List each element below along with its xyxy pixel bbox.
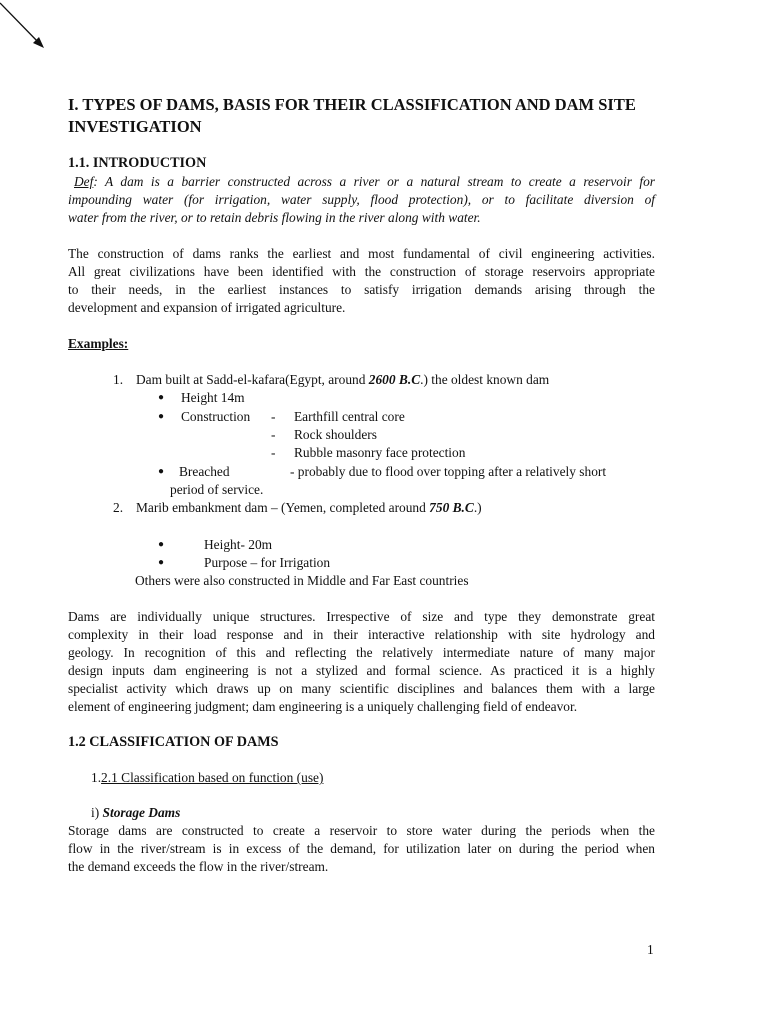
example-1-breached-text: - probably due to flood over topping after a relatively short (290, 464, 607, 479)
example-1-number: 1. (113, 372, 124, 387)
dash: - (271, 409, 276, 424)
intro-heading: 1.1. INTRODUCTION (68, 155, 207, 171)
storage-line-2: flow in the river/stream is in excess of the demand, for utilization later on during the period when (68, 841, 655, 856)
example-1-text: Dam built at Sadd-el-kafara(Egypt, around 2600 B.C.) the oldest known dam (136, 372, 550, 387)
example-2-text: Marib embankment dam – (Yemen, completed around 750 B.C.) (136, 500, 482, 515)
construction-part: Earthfill central core (294, 409, 405, 424)
definition-line-3: water from the river, or to retain debris flowing in the river along with water. (68, 210, 481, 225)
dams-para-line-4: design inputs dam engineering is not a stylized and formal science. As practiced it is a highly (68, 663, 655, 678)
example-2-height: Height- 20m (204, 537, 273, 552)
construction-part: Rubble masonry face protection (294, 445, 466, 460)
bullet-icon: ● (158, 392, 165, 403)
storage-dams-heading: i) Storage Dams (91, 805, 181, 820)
intro-para-line-3: to their needs, in the earliest instances to satisfy irrigation demands arising through the (68, 282, 655, 297)
classification-heading: 1.2 CLASSIFICATION OF DAMS (68, 734, 279, 750)
intro-para-line-1: The construction of dams ranks the earliest and most fundamental of civil engineering activities. (68, 246, 655, 261)
def-label: Def (74, 174, 94, 189)
dams-para-line-2: complexity in their load response and in their interactive relationship with site hydrology and (68, 627, 655, 642)
examples-label: Examples: (68, 336, 129, 351)
arrow-icon (0, 0, 60, 60)
example-1-breached-label: Breached (179, 464, 230, 479)
bullet-icon: ● (158, 539, 165, 550)
storage-line-3: the demand exceeds the flow in the river/stream. (68, 859, 329, 874)
dams-para-line-1: Dams are individually unique structures. Irrespective of size and type they demonstrate great (68, 609, 655, 624)
dash: - (271, 427, 276, 442)
example-1-construction-label: Construction (181, 409, 251, 424)
example-1-breached-cont: period of service. (170, 482, 264, 497)
page-number: 1 (647, 942, 654, 957)
bullet-icon: ● (158, 466, 165, 477)
dams-para-line-5: specialist activity which draws up on many scientific disciplines and balances them with a large (68, 681, 655, 696)
example-2-number: 2. (113, 500, 124, 515)
dams-para-line-3: geology. In recognition of this and reflecting the relatively intermediate nature of many major (68, 645, 655, 660)
construction-part: Rock shoulders (294, 427, 377, 442)
dams-para-line-6: element of engineering judgment; dam engineering is a uniquely challenging field of endeavor. (68, 699, 578, 714)
definition-line-2: impounding water (for irrigation, water supply, flood protection), or to facilitate diversion of (68, 192, 655, 207)
example-1-height: Height 14m (181, 390, 245, 405)
definition-line-1: Def: A dam is a barrier constructed across a river or a natural stream to create a reservoir for (68, 173, 655, 191)
page-title: I. TYPES OF DAMS, BASIS FOR THEIR CLASSIFICATION AND DAM SITE INVESTIGATION (68, 95, 636, 136)
storage-line-1: Storage dams are constructed to create a reservoir to store water during the periods when the (68, 823, 655, 838)
dash: - (271, 445, 276, 460)
intro-para-line-2: All great civilizations have been identified with the construction of storage reservoirs appropriate (68, 264, 655, 279)
example-2-purpose: Purpose – for Irrigation (204, 555, 331, 570)
bullet-icon: ● (158, 557, 165, 568)
example-2-others: Others were also constructed in Middle and Far East countries (135, 573, 469, 588)
intro-para-line-4: development and expansion of irrigated agriculture. (68, 300, 346, 315)
classification-subheading: 1.2.1 Classification based on function (use) (91, 770, 324, 785)
bullet-icon: ● (158, 411, 165, 422)
